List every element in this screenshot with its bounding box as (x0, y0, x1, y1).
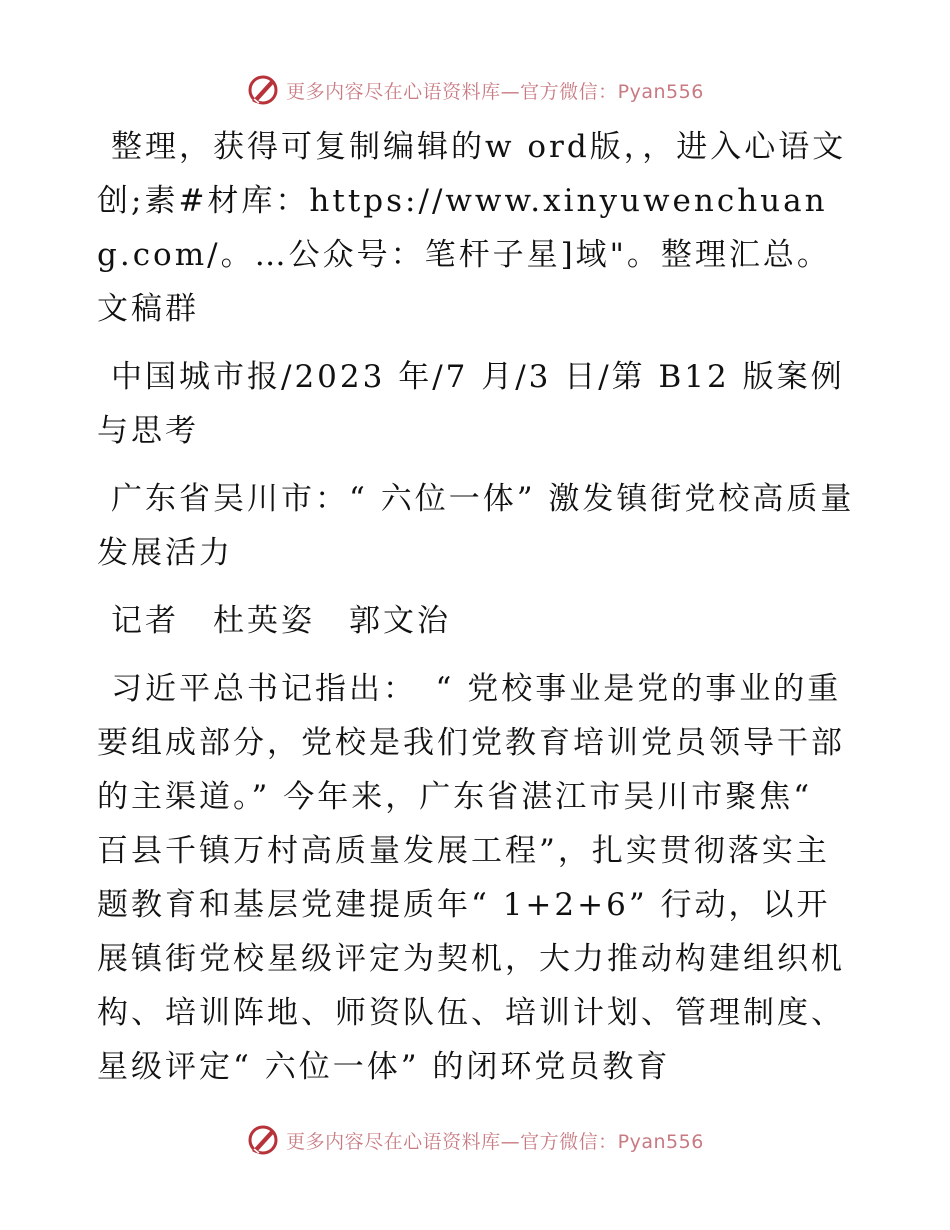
footer-watermark-text: 更多内容尽在心语资料库—官方微信：Pyan556 (286, 1130, 704, 1153)
feather-pen-logo-icon (246, 1123, 280, 1157)
header-watermark-banner (0, 70, 950, 110)
document-body (97, 120, 857, 1108)
paragraph-intro-note: 整理，获得可复制编辑的w ord版，，进入心语文创;素#材库：https://www.xinyuwenchuang.com/。…公众号：笔杆子星]域"。整理汇总。文稿群 (97, 129, 847, 327)
footer-watermark-banner (0, 1120, 950, 1160)
article-byline: 记者 杜英姿 郭文治 (111, 603, 451, 639)
header-watermark-text: 更多内容尽在心语资料库—官方微信：Pyan556 (286, 80, 704, 103)
paragraph-body: 习近平总书记指出： “ 党校事业是党的事业的重要组成部分，党校是我们党教育培训党员领导干部的主渠道。” 今年来，广东省湛江市吴川市聚焦“ 百县千镇万村高质量发展工程”，扎实贯彻落实主题教育和基层党建提质年“ 1+2+6” 行动，以开展镇街党校星级评定为契机，大力推动构建组织机构、培训阵地、师资队伍、培训计划、管理制度、星级评定“ 六位一体” 的闭环党员教育 (97, 671, 845, 1085)
feather-pen-logo-icon (246, 73, 280, 107)
article-title: 广东省吴川市：“ 六位一体” 激发镇街党校高质量发展活力 (97, 481, 855, 571)
paragraph-source-line: 中国城市报/2023 年/7 月/3 日/第 B12 版案例与思考 (97, 359, 845, 449)
